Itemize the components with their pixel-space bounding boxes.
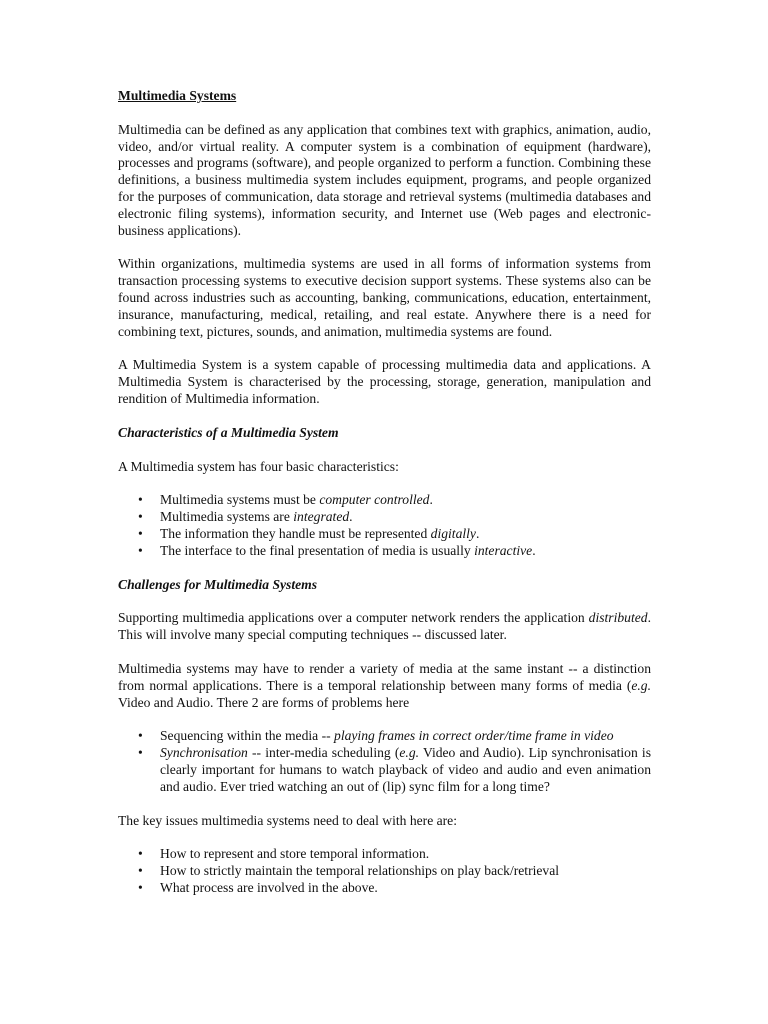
list-item: • How to strictly maintain the temporal relationships on play back/retrieval (138, 863, 560, 879)
challenges-heading: Challenges for Multimedia Systems (118, 576, 318, 592)
document-page (118, 88, 651, 914)
list-item: • Multimedia systems must be computer controlled. (138, 492, 433, 508)
bullet-icon: • (138, 509, 143, 525)
list-item: • Multimedia systems are integrated. (138, 509, 353, 525)
list-item: • Sequencing within the media -- playing frames in correct order/time frame in video (138, 728, 614, 744)
list-item: • How to represent and store temporal information. (138, 846, 430, 862)
list-item: • The information they handle must be represented digitally. (138, 525, 480, 541)
bullet-icon: • (138, 863, 143, 879)
bullet-icon: • (138, 879, 143, 895)
characteristics-list (118, 492, 651, 559)
list-item: • The interface to the final presentation of media is usually interactive. (138, 542, 536, 558)
characteristics-heading: Characteristics of a Multimedia System (118, 424, 339, 440)
bullet-icon: • (138, 745, 143, 761)
document-title: Multimedia Systems (118, 88, 237, 103)
list-item: • What process are involved in the above. (138, 879, 378, 895)
key-issues-intro: The key issues multimedia systems need to deal with here are: (118, 812, 457, 828)
bullet-icon: • (138, 846, 143, 862)
key-issues-list (118, 846, 651, 896)
paragraph-system-definition: A Multimedia System is a system capable of processing multimedia data and applications. A Multimedia System is characterised by the processing, storage, generation, manipulation and rendition of Multimedia information. (118, 357, 651, 406)
paragraph-definition: Multimedia can be defined as any application that combines text with graphics, animation, audio, video, and/or virtual reality. A computer system is a combination of equipment (hardware), processes and programs (software), and people organized to perform a function. Combining these definitions, a business multimedia system includes equipment, programs, and people organized for the purposes of communication, data storage and retrieval systems (multimedia databases and electronic filing systems), information security, and Internet use (Web pages and electronic-business applications). (118, 121, 651, 238)
list-item: • Synchronisation -- inter-media scheduling (e.g. Video and Audio). Lip synchronisation is clearly important for humans to watch playback of video and audio and even animation and audio. Ever tried watching an out of (lip) sync film for a long time? (138, 745, 651, 794)
bullet-icon: • (138, 525, 143, 541)
paragraph-temporal: Multimedia systems may have to render a variety of media at the same instant -- a distinction from normal applications. There is a temporal relationship between many forms of media (e.g. Video and Audio. There 2 are forms of problems here (118, 660, 651, 710)
paragraph-distributed: Supporting multimedia applications over a computer network renders the application distributed. This will involve many special computing techniques -- discussed later. (118, 610, 651, 643)
bullet-icon: • (138, 728, 143, 744)
paragraph-organizations: Within organizations, multimedia systems are used in all forms of information systems from transaction processing systems to executive decision support systems. These systems also can be found across industries such as accounting, banking, communications, education, entertainment, insurance, manufacturing, medical, retailing, and real estate. Anywhere there is a need for combining text, pictures, sounds, and animation, multimedia systems are found. (118, 256, 651, 339)
characteristics-intro: A Multimedia system has four basic characteristics: (118, 458, 399, 474)
bullet-icon: • (138, 492, 143, 508)
bullet-icon: • (138, 542, 143, 558)
problems-list (118, 728, 651, 795)
